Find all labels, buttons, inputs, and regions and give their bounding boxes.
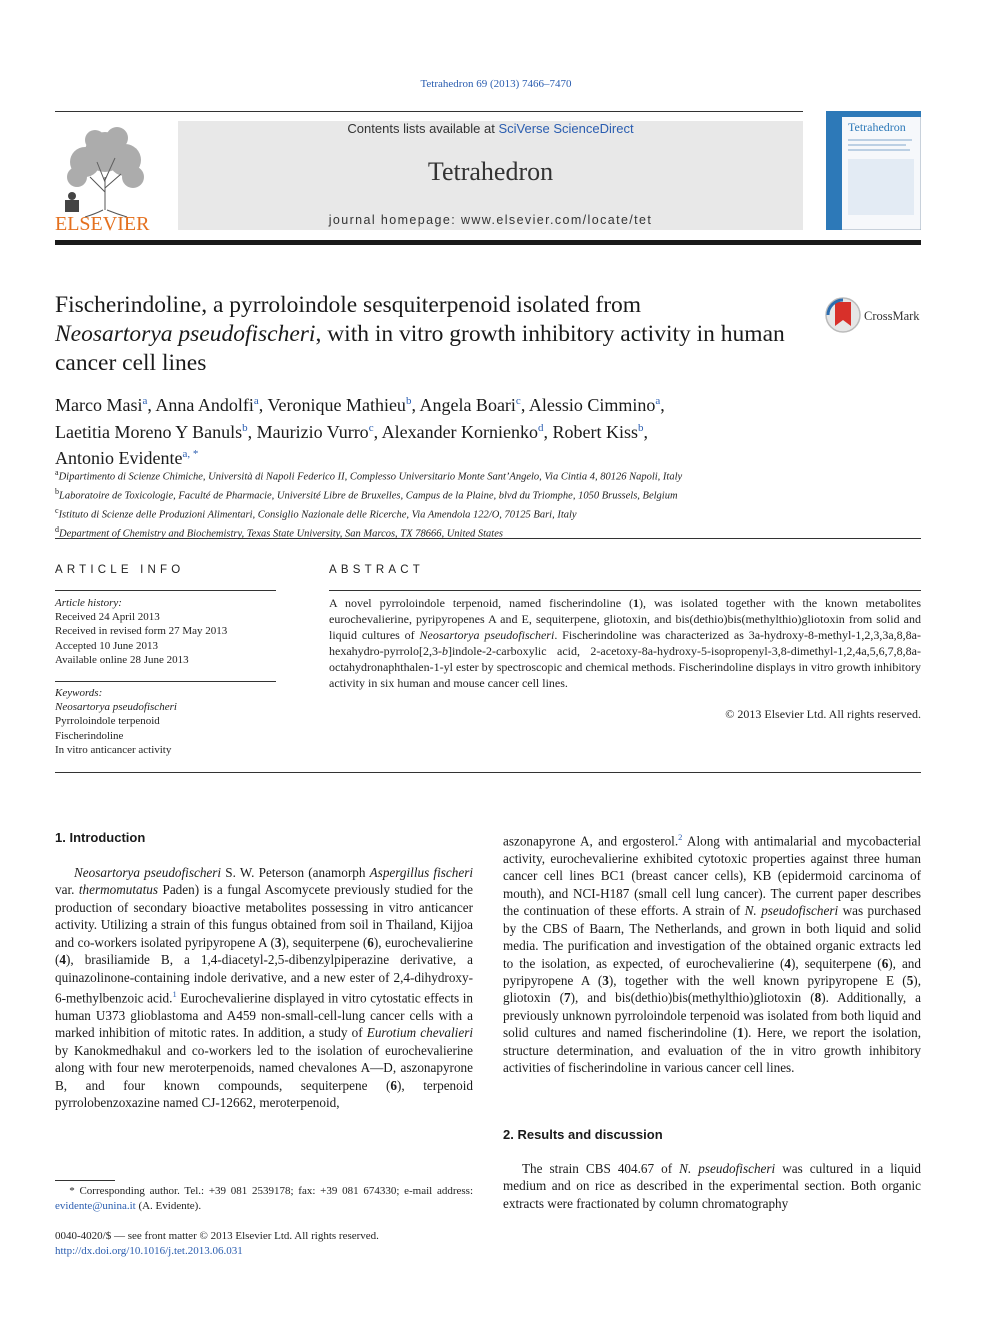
keyword-item: In vitro anticancer activity	[55, 743, 172, 756]
crossmark-label: CrossMark	[864, 309, 920, 323]
journal-cover-icon	[826, 111, 921, 230]
keywords-label: Keywords:	[55, 687, 103, 699]
paragraph: The strain CBS 404.67 of N. pseudofischeri was cultured in a liquid medium and on rice as described in the experimental section. Both organic extracts were fractionated by column chromatography	[503, 1161, 921, 1211]
reference-link[interactable]: 2	[678, 832, 683, 842]
author[interactable]: Alexander Kornienko$^d$	[381, 421, 544, 442]
journal-name: Tetrahedron	[427, 157, 554, 186]
author-corresponding[interactable]: Antonio Evidente$^{a, *}$	[55, 448, 199, 468]
keyword-item: Pyrroloindole terpenoid	[55, 715, 160, 728]
contents-line	[178, 121, 803, 136]
abstract-bottom-rule	[55, 772, 921, 773]
header-rule	[55, 111, 803, 112]
affiliation: $^b$Laboratoire de Toxicologie, Faculté de Pharmacie, Université Libre de Bruxelles, Campus de la Plaine, blvd du Triomphe, 1050 Brussels, Belgium	[55, 487, 678, 502]
keyword-item: Neosartorya pseudofischeri	[55, 701, 177, 714]
keywords	[55, 686, 276, 757]
body-column-right	[503, 829, 921, 1077]
abstract-rule	[329, 590, 921, 591]
doi-link[interactable]: http://dx.doi.org/10.1016/j.tet.2013.06.031	[55, 1244, 243, 1257]
cover-title: Tetrahedron	[848, 120, 906, 134]
corresponding-author-footnote: * Corresponding author. Tel.: +39 081 2539178; fax: +39 081 674330; e-mail address: evidente@unina.it (A. Evidente).	[55, 1185, 474, 1212]
author[interactable]: Robert Kiss$^b$	[552, 421, 644, 442]
abstract-heading: ABSTRACT	[329, 564, 424, 576]
paragraph: Neosartorya pseudofischeri S. W. Peterson (anamorph Aspergillus fischeri var. thermomutatus Paden) is a fungal Ascomycete previously studied for the production of secondary bioactive metabolites possessing in vitro anticancer activity. Utilizing a strain of this fungus obtained from soil in Thailand, Kijjoa and co-workers isolated pyripyropene A (3), sequiterpene (6), eurochevalierine (4), brasiliamide B, a 1,4-diacetyl-2,5-dibenzylpiperazine derivative, a quinazolinone-containing indole derivative, and a new ester of 2,4-dihydroxy-6-methylbenzoic acid.$^1$ Eurochevalierine displayed in vitro cytostatic effects in human U373 glioblastoma and A459 non-small-cell-lung cancer cells with a marked inhibition of mitotic rates. In addition, a study of Eurotium chevalieri by Kanokmedhakul and co-workers led to the isolation of eurochevalierine along with four new meroterpenoids, named chevalones A—D, aszonapyrone B, and four known compounds, sequiterpene (6), terpenoid pyrrolobenzoxazine named CJ-12662, meroterpenoid,	[55, 865, 473, 1111]
article-info-rule	[55, 590, 276, 591]
elsevier-logo[interactable]	[55, 122, 155, 234]
affiliations	[55, 466, 921, 542]
contents-prefix: Contents lists available at	[347, 121, 499, 136]
journal-banner	[178, 121, 803, 230]
article-info-heading: ARTICLE INFO	[55, 564, 185, 576]
front-matter	[55, 1229, 473, 1258]
history-item: Received in revised form 27 May 2013	[55, 625, 228, 638]
abstract-text: A novel pyrroloindole terpenoid, named fischerindoline (1), was isolated together with the known metabolites eurochevalierine, pyripyropenes A and E, sequiterpene, gliotoxin, and bis(dethio)bis(methylthio)gliotoxin from solid and liquid cultures of Neosartorya pseudofischeri. Fischerindoline was characterized as 3a-hydroxy-8-methyl-1,2,3,3a,8,8a-hexahydro-pyrrolo[2,3-b]indole-2-carboxylic acid, 2-acetoxy-8a-hydroxy-5-isopropenyl-3,8-dimethyl-1,2,4a,5,6,7,8,8a-octahydronaphthalen-1-yl ester by spectroscopic and chemical methods. Fischerindoline displays in vitro growth inhibitory activity in six human and mouse cancer cell lines.	[329, 596, 922, 690]
results-paragraph	[503, 1160, 921, 1212]
author[interactable]: Marco Masi$^a$	[55, 395, 148, 415]
keywords-rule	[55, 681, 276, 682]
article-title	[55, 291, 795, 378]
history-item: Available online 28 June 2013	[55, 653, 189, 666]
history-item: Received 24 April 2013	[55, 611, 160, 624]
email-link[interactable]: evidente@unina.it	[55, 1199, 136, 1212]
keyword-item: Fischerindoline	[55, 729, 124, 742]
section-rule	[55, 538, 921, 539]
author[interactable]: Angela Boari$^c$	[419, 395, 521, 415]
affiliation: $^d$Department of Chemistry and Biochemistry, Texas State University, San Marcos, TX 78666, United States	[55, 525, 503, 540]
history-item: Accepted 10 June 2013	[55, 639, 158, 652]
abstract-copyright: © 2013 Elsevier Ltd. All rights reserved.	[725, 707, 921, 721]
author[interactable]: Alessio Cimmino$^a$	[528, 395, 661, 415]
title-part-2: , with in vitro growth inhibitory activity in human cancer cell lines	[55, 321, 785, 376]
front-matter-text: 0040-4020/$ — see front matter © 2013 Elsevier Ltd. All rights reserved.	[55, 1230, 379, 1242]
paragraph: aszonapyrone A, and ergosterol.$^2$ Along with antimalarial and mycobacterial activity, eurochevalierine exhibited cytotoxic properties against three human cancer cell lines BC1 (breast cancer cells), KB (epidermoid carcinoma of mouth), and NCI-H187 (small cell lung cancer). The current paper describes the continuation of these efforts. A strain of N. pseudofischeri was purchased by the CBS of Baarn, The Netherlands, and grown in both liquid and solid media. The purification and investigation of the obtained organic extracts led to the isolation, as expected, of eurochevalierine (4), sequiterpene (6), and pyripyropene A (3), together with the well known pyripyropene E (5), gliotoxin (7), and bis(dethio)bis(methylthio)gliotoxin (8). Additionally, a previously unknown pyrroloindole terpenoid was isolated from both liquid and solid cultures and named fischerindoline (1). Here, we report the isolation, structure determination, and evaluation of the in vitro growth inhibitory activities of fischerindoline in various cancer cell lines.	[503, 832, 922, 1076]
introduction-heading: 1. Introduction	[55, 830, 146, 845]
history-label: Article history:	[55, 597, 122, 609]
crossmark-badge[interactable]	[824, 296, 924, 336]
footnote-rule	[55, 1180, 115, 1181]
affiliation: $^a$Dipartimento di Scienze Chimiche, Università di Napoli Federico II, Complesso Universitario Monte Sant’Angelo, Via Cintia 4, 80126 Napoli, Italy	[55, 468, 683, 483]
sciencedirect-link[interactable]: SciVerse ScienceDirect	[498, 121, 634, 136]
body-column-left	[55, 864, 473, 1112]
title-species: Neosartorya pseudofischeri	[55, 321, 316, 347]
author[interactable]: Maurizio Vurro$^c$	[256, 421, 374, 442]
journal-homepage-link[interactable]: journal homepage: www.elsevier.com/locate/tet	[328, 213, 653, 227]
title-part-1: Fischerindoline, a pyrroloindole sesquiterpenoid isolated from	[55, 292, 642, 318]
author[interactable]: Veronique Mathieu$^b$	[267, 395, 412, 415]
author-list: Marco Masi$^a$, Anna Andolfi$^a$, Veronique Mathieu$^b$, Angela Boari$^c$, Alessio Cimmino$^a$, Laetitia Moreno Y Banuls$^b$, Maurizio Vurro$^c$, Alexander Kornienko$^d$, Robert Kiss$^b$, Antonio Evidente$^{a, *}$	[55, 395, 665, 468]
header-thick-rule	[55, 240, 921, 245]
elsevier-logo-text: ELSEVIER	[55, 213, 150, 234]
article-history	[55, 596, 276, 667]
results-heading: 2. Results and discussion	[503, 1127, 663, 1142]
elsevier-tree-icon	[55, 122, 155, 234]
author[interactable]: Laetitia Moreno Y Banuls$^b$	[55, 421, 248, 442]
author[interactable]: Anna Andolfi$^a$	[155, 395, 259, 415]
affiliation: $^c$Istituto di Scienze delle Produzioni Alimentari, Consiglio Nazionale delle Ricerche, Via Amendola 122/O, 70125 Bari, Italy	[55, 506, 577, 521]
crossmark-icon	[824, 296, 924, 336]
journal-cover-thumbnail[interactable]	[826, 111, 921, 230]
journal-citation-link[interactable]: Tetrahedron 69 (2013) 7466–7470	[420, 78, 572, 90]
reference-link[interactable]: 1	[172, 989, 177, 1000]
